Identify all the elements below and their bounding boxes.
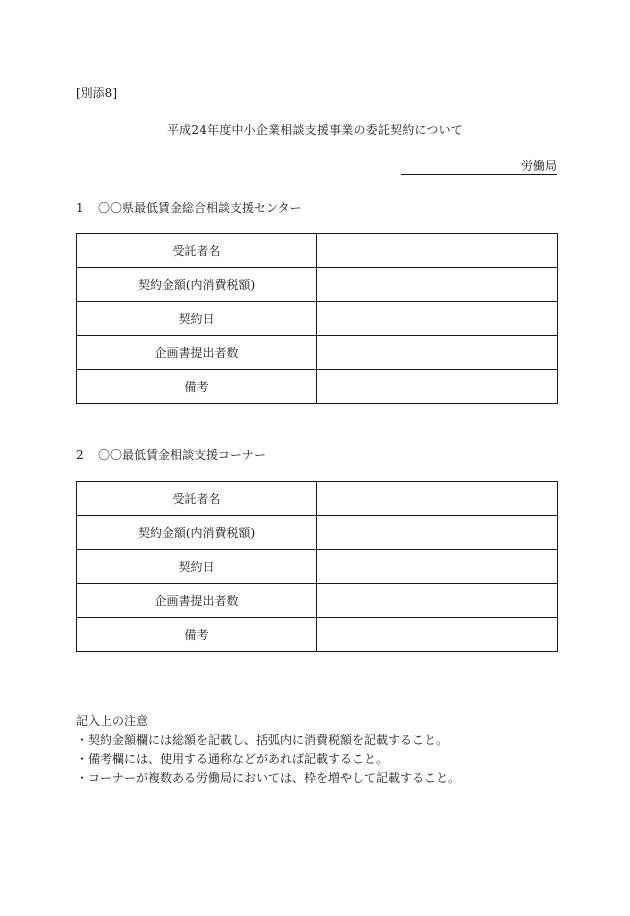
row-label: 受託者名 [77, 482, 317, 516]
row-label: 企画書提出者数 [77, 584, 317, 618]
row-value-cell [317, 234, 558, 268]
table-row [77, 234, 558, 268]
row-label: 契約金額(内消費税額) [77, 268, 317, 302]
row-value-cell [317, 618, 558, 652]
attachment-label: [別添8] [76, 86, 117, 100]
row-value-cell [317, 516, 558, 550]
row-label: 契約日 [77, 302, 317, 336]
row-value-cell [317, 550, 558, 584]
table-row [77, 618, 558, 652]
row-value-cell [317, 268, 558, 302]
row-value-cell [317, 584, 558, 618]
row-label: 備考 [77, 370, 317, 404]
table-row [77, 370, 558, 404]
note-item: ・ 備考欄には、使用する通称などがあれば記載すること。 [76, 750, 460, 769]
table-row [77, 482, 558, 516]
notes-heading: 記入上の注意 [76, 714, 149, 728]
document-title: 平成24年度中小企業相談支援事業の委託契約について [166, 123, 464, 137]
section-title: 〇〇県最低賃金総合相談支援センター [98, 201, 302, 215]
table-row [77, 584, 558, 618]
row-label: 契約金額(内消費税額) [77, 516, 317, 550]
section-2-heading [76, 446, 266, 463]
table-row [77, 302, 558, 336]
table-row [77, 268, 558, 302]
row-value-cell [317, 336, 558, 370]
section-number: 2 [76, 448, 84, 462]
table-row [77, 516, 558, 550]
row-label: 契約日 [77, 550, 317, 584]
bureau-field [401, 157, 557, 175]
table-row [77, 336, 558, 370]
section-1-table [76, 233, 558, 404]
notes-section [76, 712, 460, 788]
section-number: 1 [76, 201, 84, 215]
row-label: 企画書提出者数 [77, 336, 317, 370]
section-2-table [76, 481, 558, 652]
bureau-suffix: 労働局 [520, 159, 557, 173]
row-value-cell [317, 482, 558, 516]
row-value-cell [317, 302, 558, 336]
note-item: ・ コーナーが複数ある労働局においては、枠を増やして記載すること。 [76, 769, 460, 788]
section-title: 〇〇最低賃金相談支援コーナー [98, 448, 267, 462]
row-label: 備考 [77, 618, 317, 652]
note-item: ・ 契約金額欄には総額を記載し、括弧内に消費税額を記載すること。 [76, 731, 460, 750]
table-row [77, 550, 558, 584]
row-label: 受託者名 [77, 234, 317, 268]
row-value-cell [317, 370, 558, 404]
section-1-heading [76, 199, 302, 216]
